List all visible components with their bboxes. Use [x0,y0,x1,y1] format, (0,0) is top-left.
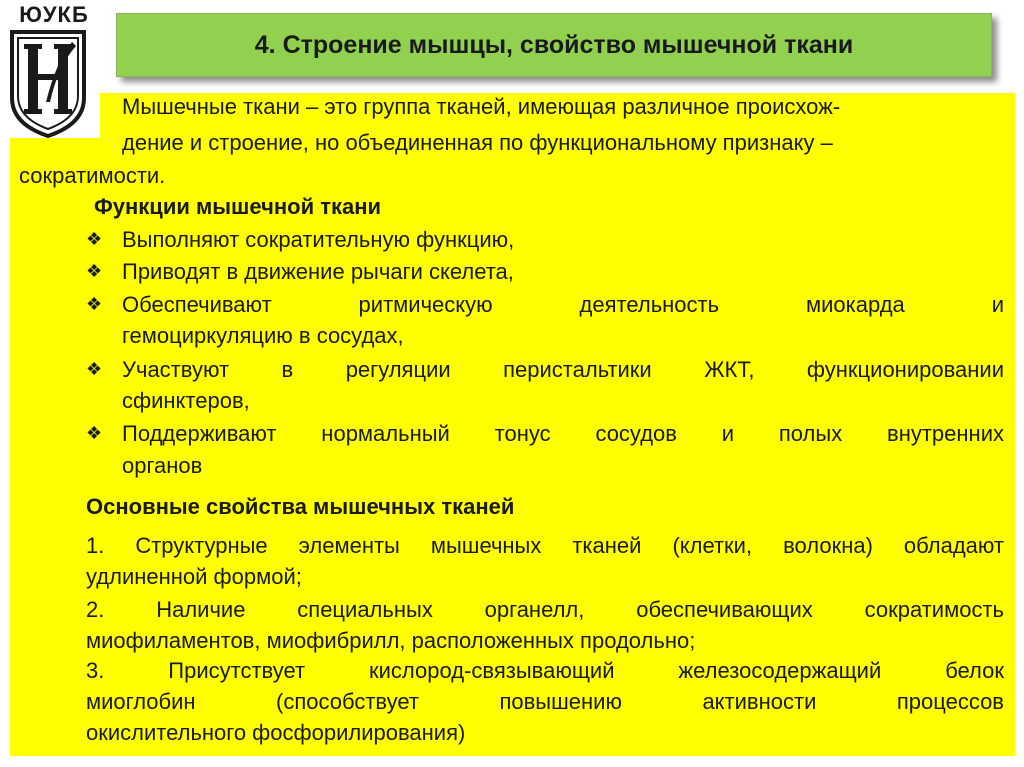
function-item-1: Выполняют сократительную функцию, [122,227,515,252]
property-item-1-line-2: удлиненной формой; [86,564,302,589]
slide-title: 4. Строение мышцы, свойство мышечной ткани [254,30,854,59]
property-item-3-line-1: 3. Присутствует кислород-связывающий железосодержащий белок [86,658,1004,683]
function-item-3-line-2: гемоциркуляцию в сосудах, [122,323,404,348]
function-item-5-line-1: Поддерживают нормальный тонус сосудов и полых внутренних [122,421,1004,446]
property-item-3-line-2: миоглобин (способствует повышению активности процессов [86,689,1004,714]
function-item-4-line-2: сфинктеров, [122,388,250,413]
diamond-bullet-icon: ❖ [86,294,103,314]
diamond-bullet-icon: ❖ [86,229,103,249]
function-item-4-line-1: Участвуют в регуляции перистальтики ЖКТ, функционировании [122,357,1004,382]
function-item-5-line-2: органов [122,453,203,478]
diamond-bullet-icon: ❖ [86,423,103,443]
title-bar [116,13,992,77]
diamond-bullet-icon: ❖ [86,261,103,281]
intro-line-1: Мышечные ткани – это группа тканей, имеющая различное происхож- [122,94,841,119]
logo-text: ЮУКБ [19,2,89,27]
intro-line-2: дение и строение, но объединенная по функциональному признаку – [122,130,833,155]
function-item-3-line-1: Обеспечивают ритмическую деятельность миокарда и [122,292,1004,317]
diamond-bullet-icon: ❖ [86,359,103,379]
property-item-2-line-1: 2. Наличие специальных органелл, обеспечивающих сократимость [86,597,1004,622]
property-item-1-line-1: 1. Структурные элементы мышечных тканей (клетки, волокна) обладают [86,533,1004,558]
properties-heading: Основные свойства мышечных тканей [86,494,515,519]
intro-line-3: сократимости. [19,163,166,188]
property-item-2-line-2: миофиламентов, миофибрилл, расположенных продольно; [86,628,696,653]
shield-emblem-icon [6,2,90,138]
university-logo [6,2,90,138]
property-item-3-line-3: окислительного фосфорилирования) [86,720,466,745]
functions-heading: Функции мышечной ткани [94,194,382,219]
function-item-2: Приводят в движение рычаги скелета, [122,259,514,284]
